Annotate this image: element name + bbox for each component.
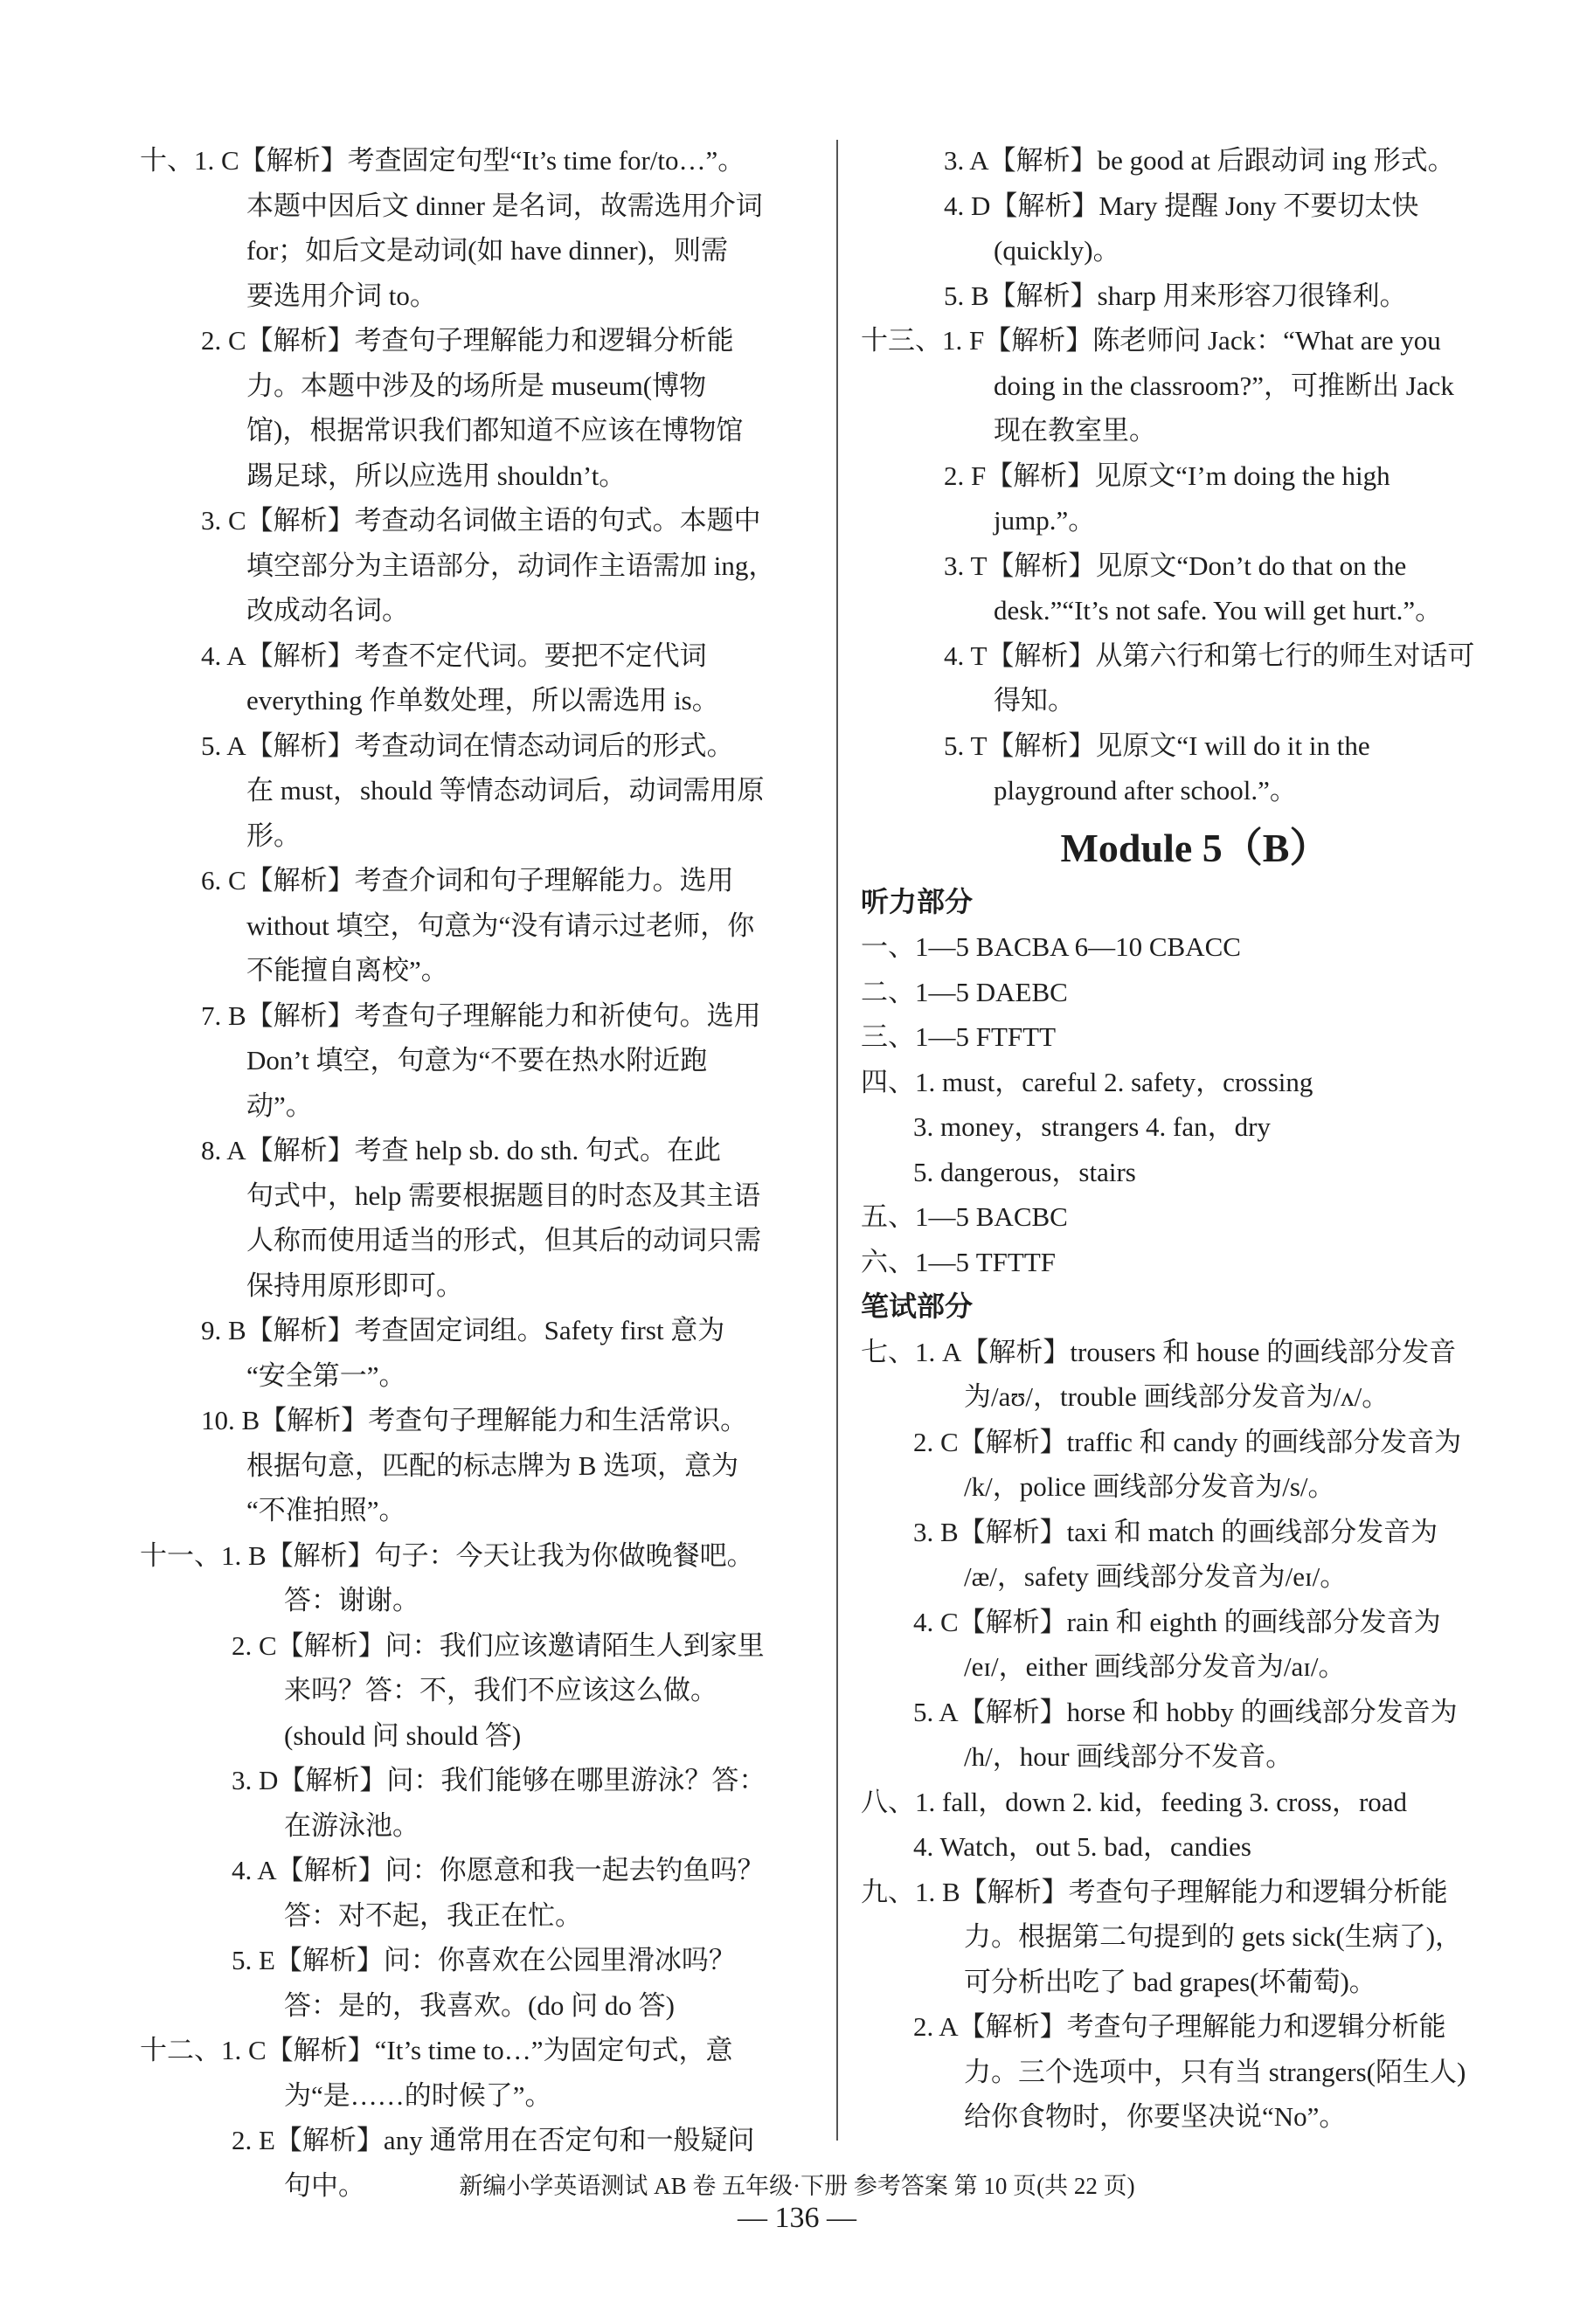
answer-line: 5. B【解析】sharp 用来形容刀很锋利。: [944, 280, 1407, 311]
answer-line: 9. B【解析】考查固定词组。Safety first 意为: [201, 1315, 725, 1345]
answer-line: 要选用介词 to。: [246, 280, 437, 311]
answer-line: 四、1. must，careful 2. safety，crossing: [861, 1066, 1313, 1097]
answer-line: 4. C【解析】rain 和 eighth 的画线部分发音为: [913, 1606, 1441, 1637]
answer-line: 答：谢谢。: [284, 1585, 419, 1615]
answer-line: 根据句意，匹配的标志牌为 B 选项，意为: [246, 1449, 739, 1481]
answer-line: 2. C【解析】traffic 和 candy 的画线部分发音为: [913, 1426, 1462, 1457]
answer-line: /eɪ/，either 画线部分发音为/aɪ/。: [964, 1651, 1346, 1682]
page-footer: 新编小学英语测试 AB 卷 五年级·下册 参考答案 第 10 页(共 22 页): [459, 2173, 1135, 2199]
answer-line: 10. B【解析】考查句子理解能力和生活常识。: [201, 1405, 748, 1435]
answer-line: (quickly)。: [994, 235, 1120, 266]
answer-line: /k/，police 画线部分发音为/s/。: [964, 1471, 1335, 1502]
left-column: [140, 138, 813, 2208]
answer-line: 2. F【解析】见原文“I’m doing the high: [944, 460, 1390, 491]
answer-line: 一、1—5 BACBA 6—10 CBACC: [861, 931, 1241, 962]
answer-line: 现在教室里。: [994, 415, 1156, 446]
answer-line: 5. dangerous，stairs: [913, 1156, 1136, 1187]
answer-line: 力。根据第二句提到的 gets sick(生病了)，: [964, 1921, 1463, 1952]
answer-line: 5. A【解析】考查动词在情态动词后的形式。: [201, 730, 734, 761]
right-column: [861, 138, 1529, 2140]
answer-line: 八、1. fall，down 2. kid，feeding 3. cross，road: [861, 1786, 1408, 1817]
answer-line: 4. D【解析】Mary 提醒 Jony 不要切太快: [944, 190, 1419, 221]
answer-line: 动”。: [246, 1089, 313, 1121]
answer-line: 3. money，strangers 4. fan，dry: [913, 1111, 1271, 1142]
answer-line: 在 must，should 等情态动词后，动词需用原: [246, 775, 765, 806]
answer-line: 三、1—5 FTFTT: [861, 1021, 1057, 1052]
answer-line: “不准拍照”。: [246, 1495, 406, 1525]
answer-line: 5. T【解析】见原文“I will do it in the: [944, 730, 1370, 761]
answer-line: 3. C【解析】考查动名词做主语的句式。本题中: [201, 505, 761, 536]
answer-line: 十、1. C【解析】考查固定句型“It’s time for/to…”。: [140, 145, 745, 176]
answer-line: doing in the classroom?”，可推断出 Jack: [994, 370, 1454, 401]
answer-line: 给你食物时，你要坚决说“No”。: [964, 2101, 1347, 2132]
answer-line: 3. D【解析】问：我们能够在哪里游泳？答：: [232, 1765, 766, 1795]
writing-heading: 笔试部分: [861, 1290, 974, 1322]
answer-line: 十三、1. F【解析】陈老师问 Jack：“What are you: [861, 325, 1441, 356]
module-title: Module 5（B）: [1060, 825, 1330, 870]
answer-line: 在游泳池。: [284, 1809, 419, 1841]
answer-line: 二、1—5 DAEBC: [861, 976, 1068, 1007]
answer-line: 2. E【解析】any 通常用在否定句和一般疑问: [232, 2125, 755, 2155]
answer-line: 力。本题中涉及的场所是 museum(博物: [246, 370, 707, 401]
answer-line: 十二、1. C【解析】“It’s time to…”为固定句式，意: [140, 2035, 733, 2065]
column-divider: [836, 140, 838, 2141]
answer-line: 句式中，help 需要根据题目的时态及其主语: [246, 1179, 761, 1211]
answer-line: 形。: [246, 820, 301, 851]
writing-answers: [861, 1330, 1529, 2140]
answer-line: 来吗？答：不，我们不应该这么做。: [284, 1675, 717, 1705]
answer-line: 九、1. B【解析】考查句子理解能力和逻辑分析能: [861, 1876, 1448, 1907]
answer-line: without 填空，句意为“没有请示过老师，你: [246, 910, 755, 941]
answer-line: 5. E【解析】问：你喜欢在公园里滑冰吗？: [232, 1945, 736, 1975]
answer-line: Don’t 填空，句意为“不要在热水附近跑: [246, 1045, 708, 1076]
answer-line: 7. B【解析】考查句子理解能力和祈使句。选用: [201, 999, 761, 1031]
page-number: — 136 —: [738, 2202, 856, 2234]
answer-line: 可分析出吃了 bad grapes(坏葡萄)。: [964, 1966, 1376, 1997]
answer-line: 为/aʊ/，trouble 画线部分发音为/ʌ/。: [964, 1381, 1390, 1412]
answer-line: 3. A【解析】be good at 后跟动词 ing 形式。: [944, 145, 1455, 176]
answer-line: /æ/，safety 画线部分发音为/eɪ/。: [964, 1561, 1348, 1592]
answer-line: 答：对不起，我正在忙。: [284, 1899, 582, 1931]
answer-line: 4. A【解析】考查不定代词。要把不定代词: [201, 640, 707, 671]
answer-line: 人称而使用适当的形式，但其后的动词只需: [246, 1225, 761, 1255]
answer-line: 六、1—5 TFTTF: [861, 1246, 1057, 1277]
answer-line: (should 问 should 答): [284, 1719, 522, 1751]
answer-line: playground after school.”。: [994, 775, 1297, 806]
right-top-answers: [861, 138, 1529, 813]
answer-line: 十一、1. B【解析】句子：今天让我为你做晚餐吧。: [140, 1539, 754, 1571]
answer-line: 为“是……的时候了”。: [284, 2079, 552, 2111]
answer-line: 句中。: [284, 2169, 365, 2201]
answer-line: for；如后文是动词(如 have dinner)，则需: [246, 235, 729, 266]
answer-line: 8. A【解析】考查 help sb. do sth. 句式。在此: [201, 1135, 722, 1165]
answer-line: everything 作单数处理，所以需选用 is。: [246, 685, 719, 716]
listening-answers: [861, 924, 1529, 1284]
answer-line: 4. Watch，out 5. bad，candies: [913, 1831, 1251, 1862]
answer-line: 4. T【解析】从第六行和第七行的师生对话可: [944, 640, 1475, 671]
answer-line: /h/，hour 画线部分不发音。: [964, 1741, 1293, 1772]
answer-line: 4. A【解析】问：你愿意和我一起去钓鱼吗？: [232, 1855, 765, 1885]
answer-line: 6. C【解析】考查介词和句子理解能力。选用: [201, 865, 734, 896]
answer-line: 改成动名词。: [246, 595, 409, 626]
listening-heading: 听力部分: [861, 885, 974, 917]
answer-line: 踢足球，所以应选用 shouldn’t。: [246, 460, 627, 491]
answer-line: jump.”。: [994, 505, 1096, 536]
answer-line: 力。三个选项中，只有当 strangers(陌生人): [964, 2056, 1466, 2087]
answer-line: 得知。: [994, 685, 1075, 716]
answer-line: 2. C【解析】考查句子理解能力和逻辑分析能: [201, 325, 734, 356]
answer-line: 填空部分为主语部分，动词作主语需加 ing，: [246, 550, 776, 581]
answer-line: 3. B【解析】taxi 和 match 的画线部分发音为: [913, 1516, 1438, 1547]
answer-line: 保持用原形即可。: [246, 1269, 463, 1301]
answer-line: 2. A【解析】考查句子理解能力和逻辑分析能: [913, 2011, 1446, 2042]
answer-line: “安全第一”。: [246, 1359, 406, 1391]
answer-line: 馆)，根据常识我们都知道不应该在博物馆: [246, 415, 744, 446]
answer-line: 5. A【解析】horse 和 hobby 的画线部分发音为: [913, 1696, 1458, 1727]
answer-line: 2. C【解析】问：我们应该邀请陌生人到家里: [232, 1629, 765, 1661]
answer-line: 五、1—5 BACBC: [861, 1201, 1068, 1232]
answer-line: 本题中因后文 dinner 是名词，故需选用介词: [246, 190, 763, 221]
answer-line: 答：是的，我喜欢。(do 问 do 答): [284, 1989, 675, 2021]
answer-line: 3. T【解析】见原文“Don’t do that on the: [944, 550, 1407, 581]
answer-line: desk.”“It’s not safe. You will get hurt.”。: [994, 595, 1443, 626]
answer-line: 七、1. A【解析】trousers 和 house 的画线部分发音: [861, 1336, 1457, 1367]
answer-line: 不能擅自离校”。: [246, 955, 448, 986]
